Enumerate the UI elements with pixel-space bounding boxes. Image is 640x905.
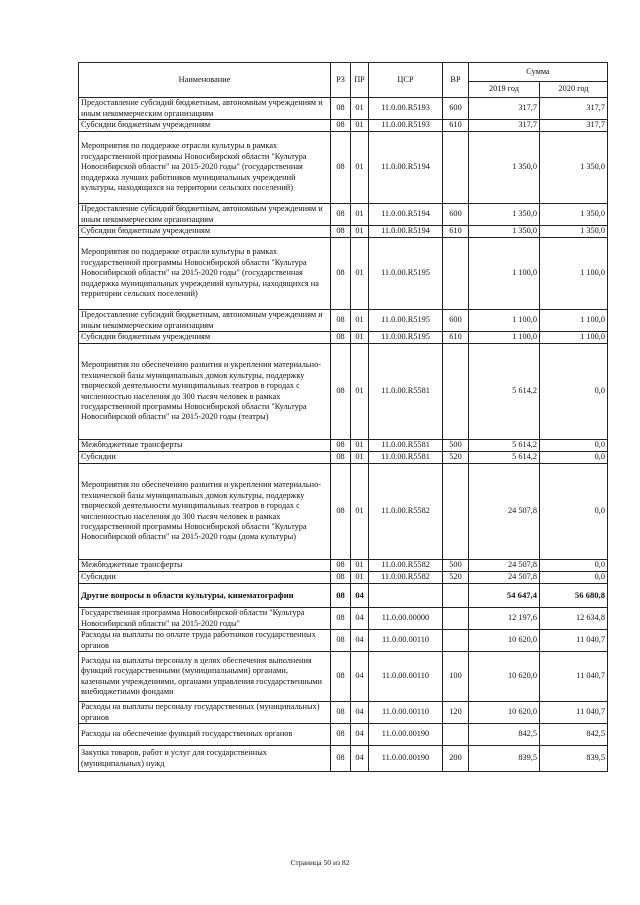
row-sum-2019-cell: 54 647,4 xyxy=(469,584,540,608)
row-pr-cell: 01 xyxy=(351,226,369,238)
table-row xyxy=(79,630,608,652)
table-row xyxy=(79,572,608,584)
row-csr-cell xyxy=(369,584,443,608)
row-rz-cell: 08 xyxy=(331,630,351,652)
row-name-cell: Предоставление субсидий бюджетным, автономным учреждениям и иным некоммерческим организациям xyxy=(79,204,331,226)
row-name-cell: Межбюджетные трансферты xyxy=(79,440,331,452)
row-pr-cell: 01 xyxy=(351,464,369,560)
row-pr-cell: 01 xyxy=(351,344,369,440)
row-sum-2020-cell: 1 100,0 xyxy=(540,332,608,344)
row-pr-cell: 04 xyxy=(351,702,369,724)
row-sum-2020-cell: 11 040,7 xyxy=(540,702,608,724)
row-vr-cell xyxy=(443,464,469,560)
table-row xyxy=(79,724,608,746)
row-sum-2020-cell: 11 040,7 xyxy=(540,652,608,702)
row-csr-cell: 11.0.00.R5194 xyxy=(369,132,443,204)
row-csr-cell: 11.0.00.R5195 xyxy=(369,238,443,310)
row-vr-cell xyxy=(443,608,469,630)
table-row xyxy=(79,560,608,572)
row-rz-cell: 08 xyxy=(331,652,351,702)
row-csr-cell: 11.0.00.R5195 xyxy=(369,332,443,344)
row-name-cell: Субсидии xyxy=(79,452,331,464)
row-vr-cell xyxy=(443,724,469,746)
row-sum-2019-cell: 10 620,0 xyxy=(469,702,540,724)
row-name-cell: Субсидии xyxy=(79,572,331,584)
row-name-cell: Закупка товаров, работ и услуг для государственных (муниципальных) нужд xyxy=(79,746,331,772)
row-vr-cell: 600 xyxy=(443,204,469,226)
page-footer: Страница 50 из 82 xyxy=(290,858,350,867)
row-sum-2020-cell: 1 350,0 xyxy=(540,204,608,226)
row-name-cell: Государственная программа Новосибирской области "Культура Новосибирской области" на 2015-2020 годы" xyxy=(79,608,331,630)
row-rz-cell: 08 xyxy=(331,746,351,772)
row-sum-2020-cell: 842,5 xyxy=(540,724,608,746)
row-pr-cell: 01 xyxy=(351,452,369,464)
row-sum-2020-cell: 1 100,0 xyxy=(540,238,608,310)
col-header-rz: РЗ xyxy=(331,63,351,98)
row-csr-cell: 11.0.00.R5194 xyxy=(369,226,443,238)
row-sum-2019-cell: 839,5 xyxy=(469,746,540,772)
table-row xyxy=(79,120,608,132)
row-name-cell: Субсидии бюджетным учреждениям xyxy=(79,332,331,344)
col-header-sum: Сумма xyxy=(469,63,608,82)
table-row xyxy=(79,132,608,204)
row-rz-cell: 08 xyxy=(331,238,351,310)
row-rz-cell: 08 xyxy=(331,120,351,132)
row-name-cell: Расходы на выплаты по оплате труда работников государственных органов xyxy=(79,630,331,652)
row-sum-2019-cell: 10 620,0 xyxy=(469,652,540,702)
row-sum-2019-cell: 1 350,0 xyxy=(469,204,540,226)
row-name-cell: Мероприятия по поддержке отрасли культуры в рамках государственной программы Новосибирской области "Культура Новосибирской области" на 2015-2020 годы" (государственная поддержка муниципальных учреждений культуры, находящихся на территории сельских поселений) xyxy=(79,238,331,310)
row-sum-2019-cell: 1 100,0 xyxy=(469,332,540,344)
row-sum-2020-cell: 0,0 xyxy=(540,344,608,440)
row-rz-cell: 08 xyxy=(331,584,351,608)
row-sum-2019-cell: 12 197,6 xyxy=(469,608,540,630)
row-sum-2019-cell: 10 620,0 xyxy=(469,630,540,652)
row-pr-cell: 01 xyxy=(351,310,369,332)
row-vr-cell xyxy=(443,238,469,310)
col-header-vr: ВР xyxy=(443,63,469,98)
row-pr-cell: 01 xyxy=(351,560,369,572)
row-name-cell: Предоставление субсидий бюджетным, автономным учреждениям и иным некоммерческим организациям xyxy=(79,310,331,332)
row-vr-cell xyxy=(443,132,469,204)
col-header-year-2020: 2020 год xyxy=(540,82,608,98)
table-row xyxy=(79,652,608,702)
table-row xyxy=(79,226,608,238)
row-csr-cell: 11.0.00.R5195 xyxy=(369,310,443,332)
row-rz-cell: 08 xyxy=(331,310,351,332)
row-vr-cell: 100 xyxy=(443,652,469,702)
row-rz-cell: 08 xyxy=(331,464,351,560)
table-row xyxy=(79,332,608,344)
row-csr-cell: 11.0.00.00110 xyxy=(369,630,443,652)
row-vr-cell: 610 xyxy=(443,332,469,344)
row-vr-cell: 520 xyxy=(443,572,469,584)
row-pr-cell: 04 xyxy=(351,584,369,608)
row-vr-cell: 500 xyxy=(443,560,469,572)
row-sum-2019-cell: 1 350,0 xyxy=(469,226,540,238)
row-csr-cell: 11.0.00.R5581 xyxy=(369,344,443,440)
row-name-cell: Мероприятия по обеспечению развития и укрепления материально-технической базы муниципальных домов культуры, поддержку творческой деятельности муниципальных театров в городах с численностью населения до 300 тысяч человек в рамках государственной программы Новосибирской области "Культура Новосибирской области" на 2015-2020 годы (дома культуры) xyxy=(79,464,331,560)
row-name-cell: Мероприятия по поддержке отрасли культуры в рамках государственной программы Новосибирской области "Культура Новосибирской области" на 2015-2020 годы" (государственная поддержка лучших работников муниципальных учреждений культуры, находящихся на территории сельских поселений) xyxy=(79,132,331,204)
table-row xyxy=(79,608,608,630)
row-rz-cell: 08 xyxy=(331,344,351,440)
row-name-cell: Расходы на обеспечение функций государственных органов xyxy=(79,724,331,746)
row-name-cell: Другие вопросы в области культуры, кинематографии xyxy=(79,584,331,608)
row-pr-cell: 01 xyxy=(351,238,369,310)
row-vr-cell: 600 xyxy=(443,98,469,120)
table-row xyxy=(79,464,608,560)
row-vr-cell: 610 xyxy=(443,226,469,238)
row-sum-2019-cell: 24 507,8 xyxy=(469,560,540,572)
row-rz-cell: 08 xyxy=(331,452,351,464)
row-sum-2019-cell: 5 614,2 xyxy=(469,440,540,452)
table-row xyxy=(79,746,608,772)
table-row xyxy=(79,238,608,310)
col-header-name: Наименование xyxy=(79,63,331,98)
row-sum-2019-cell: 317,7 xyxy=(469,98,540,120)
row-name-cell: Расходы на выплаты персоналу в целях обеспечения выполнения функций государственными (муниципальными) органами, казенными учреждениями, органами управления государственными внебюджетными фондами xyxy=(79,652,331,702)
row-vr-cell xyxy=(443,344,469,440)
row-pr-cell: 04 xyxy=(351,630,369,652)
row-sum-2019-cell: 842,5 xyxy=(469,724,540,746)
row-pr-cell: 01 xyxy=(351,120,369,132)
row-vr-cell: 500 xyxy=(443,440,469,452)
row-sum-2020-cell: 0,0 xyxy=(540,452,608,464)
row-rz-cell: 08 xyxy=(331,204,351,226)
row-rz-cell: 08 xyxy=(331,560,351,572)
row-sum-2019-cell: 5 614,2 xyxy=(469,344,540,440)
row-csr-cell: 11.0.00.R5193 xyxy=(369,98,443,120)
row-pr-cell: 04 xyxy=(351,746,369,772)
row-sum-2019-cell: 1 100,0 xyxy=(469,238,540,310)
row-csr-cell: 11.0.00.R5581 xyxy=(369,440,443,452)
row-name-cell: Мероприятия по обеспечению развития и укрепления материально-технической базы муниципальных домов культуры, поддержку творческой деятельности муниципальных театров в городах с численностью населения до 300 тысяч человек в рамках государственной программы Новосибирской области "Культура Новосибирской области" на 2015-2020 годы (театры) xyxy=(79,344,331,440)
row-rz-cell: 08 xyxy=(331,226,351,238)
row-csr-cell: 11.0.00.R5581 xyxy=(369,452,443,464)
table-row xyxy=(79,204,608,226)
row-sum-2019-cell: 1 100,0 xyxy=(469,310,540,332)
row-vr-cell: 120 xyxy=(443,702,469,724)
row-sum-2020-cell: 56 680,8 xyxy=(540,584,608,608)
table-body xyxy=(79,98,608,772)
row-vr-cell xyxy=(443,584,469,608)
row-csr-cell: 11.0.00.00190 xyxy=(369,724,443,746)
row-csr-cell: 11.0.00.00110 xyxy=(369,702,443,724)
row-sum-2020-cell: 1 100,0 xyxy=(540,310,608,332)
row-rz-cell: 08 xyxy=(331,724,351,746)
table-row xyxy=(79,344,608,440)
row-pr-cell: 01 xyxy=(351,572,369,584)
row-sum-2020-cell: 0,0 xyxy=(540,440,608,452)
row-sum-2019-cell: 1 350,0 xyxy=(469,132,540,204)
row-sum-2019-cell: 24 507,8 xyxy=(469,464,540,560)
row-pr-cell: 04 xyxy=(351,724,369,746)
row-name-cell: Межбюджетные трансферты xyxy=(79,560,331,572)
row-pr-cell: 04 xyxy=(351,652,369,702)
row-sum-2020-cell: 0,0 xyxy=(540,560,608,572)
table-row xyxy=(79,584,608,608)
table-row xyxy=(79,702,608,724)
row-csr-cell: 11.0.00.00000 xyxy=(369,608,443,630)
row-sum-2020-cell: 1 350,0 xyxy=(540,226,608,238)
row-sum-2020-cell: 1 350,0 xyxy=(540,132,608,204)
row-sum-2019-cell: 24 507,8 xyxy=(469,572,540,584)
row-sum-2020-cell: 317,7 xyxy=(540,120,608,132)
row-sum-2019-cell: 317,7 xyxy=(469,120,540,132)
row-vr-cell: 610 xyxy=(443,120,469,132)
row-pr-cell: 01 xyxy=(351,98,369,120)
budget-table xyxy=(78,62,608,772)
row-vr-cell: 200 xyxy=(443,746,469,772)
row-vr-cell: 520 xyxy=(443,452,469,464)
row-sum-2020-cell: 0,0 xyxy=(540,464,608,560)
row-name-cell: Предоставление субсидий бюджетным, автономным учреждениям и иным некоммерческим организациям xyxy=(79,98,331,120)
table-row xyxy=(79,310,608,332)
row-sum-2020-cell: 0,0 xyxy=(540,572,608,584)
row-rz-cell: 08 xyxy=(331,608,351,630)
row-csr-cell: 11.0.00.R5582 xyxy=(369,464,443,560)
row-pr-cell: 01 xyxy=(351,440,369,452)
table-row xyxy=(79,452,608,464)
table-row xyxy=(79,98,608,120)
row-sum-2020-cell: 839,5 xyxy=(540,746,608,772)
row-csr-cell: 11.0.00.00190 xyxy=(369,746,443,772)
row-rz-cell: 08 xyxy=(331,440,351,452)
row-pr-cell: 01 xyxy=(351,204,369,226)
col-header-csr: ЦСР xyxy=(369,63,443,98)
row-name-cell: Расходы на выплаты персоналу государственных (муниципальных) органов xyxy=(79,702,331,724)
col-header-pr: ПР xyxy=(351,63,369,98)
row-pr-cell: 01 xyxy=(351,132,369,204)
row-vr-cell xyxy=(443,630,469,652)
row-pr-cell: 04 xyxy=(351,608,369,630)
row-rz-cell: 08 xyxy=(331,572,351,584)
table-row xyxy=(79,440,608,452)
row-rz-cell: 08 xyxy=(331,702,351,724)
row-csr-cell: 11.0.00.R5193 xyxy=(369,120,443,132)
row-name-cell: Субсидии бюджетным учреждениям xyxy=(79,226,331,238)
col-header-year-2019: 2019 год xyxy=(469,82,540,98)
row-vr-cell: 600 xyxy=(443,310,469,332)
row-csr-cell: 11.0.00.R5582 xyxy=(369,572,443,584)
row-sum-2019-cell: 5 614,2 xyxy=(469,452,540,464)
row-csr-cell: 11.0.00.R5194 xyxy=(369,204,443,226)
row-rz-cell: 08 xyxy=(331,332,351,344)
row-name-cell: Субсидии бюджетным учреждениям xyxy=(79,120,331,132)
row-rz-cell: 08 xyxy=(331,132,351,204)
row-pr-cell: 01 xyxy=(351,332,369,344)
row-rz-cell: 08 xyxy=(331,98,351,120)
row-sum-2020-cell: 317,7 xyxy=(540,98,608,120)
row-csr-cell: 11.0.00.00110 xyxy=(369,652,443,702)
row-sum-2020-cell: 12 634,8 xyxy=(540,608,608,630)
row-csr-cell: 11.0.00.R5582 xyxy=(369,560,443,572)
row-sum-2020-cell: 11 040,7 xyxy=(540,630,608,652)
